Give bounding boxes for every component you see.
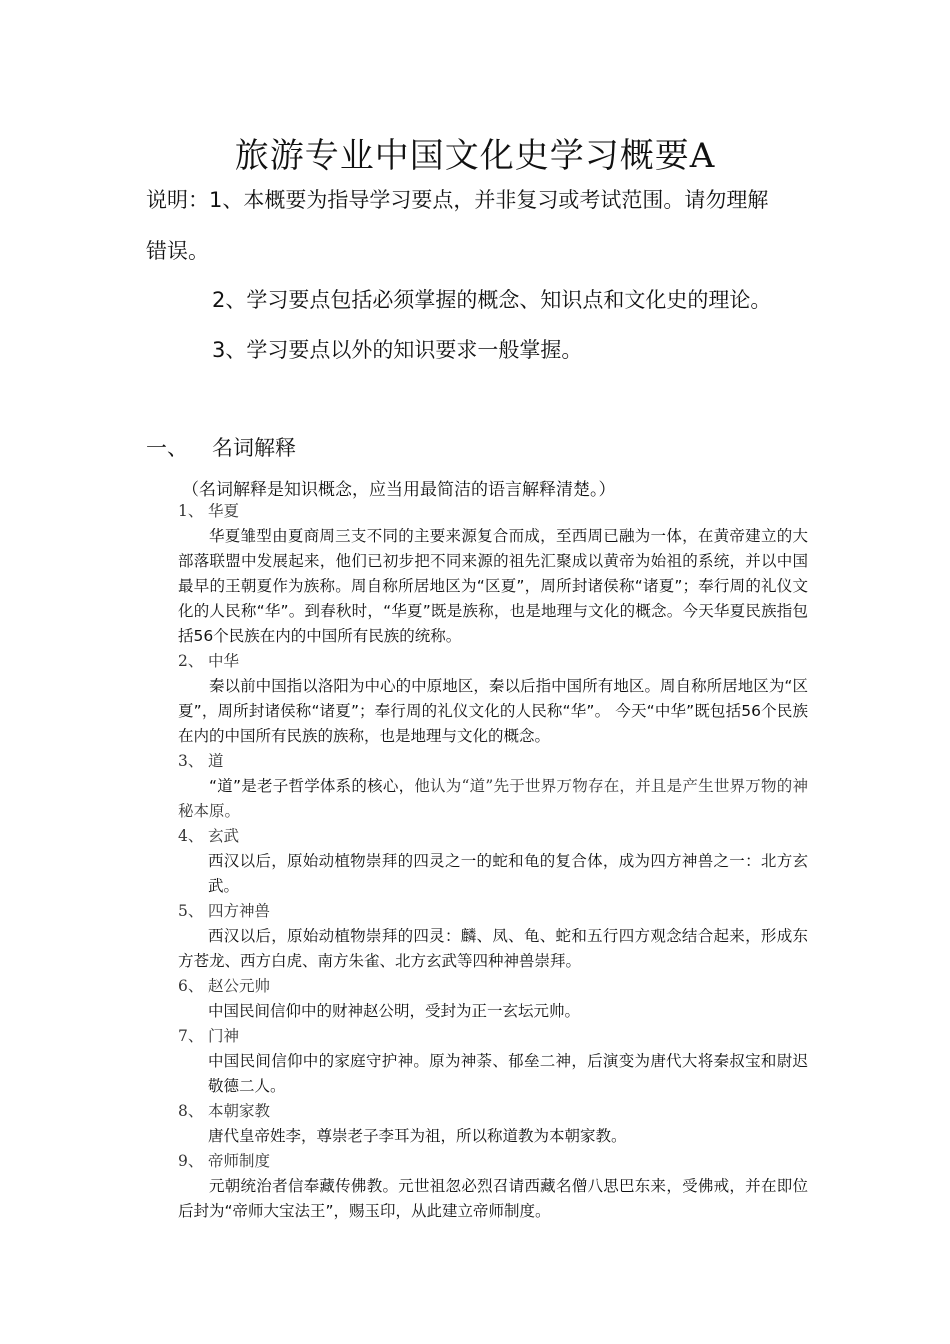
term-item: [178, 1149, 808, 1224]
term-heading: [178, 649, 808, 674]
term-name: 门神: [208, 1027, 240, 1045]
document-title: 旅游专业中国文化史学习概要A: [234, 136, 716, 176]
term-name: 四方神兽: [208, 902, 271, 920]
section-title: 名词解释: [212, 436, 296, 460]
term-index: 2、: [178, 652, 204, 670]
term-definition: 秦以前中国指以洛阳为中心的中原地区，秦以后指中国所有地区。周自称所居地区为“区夏”，周所封诸侯称“诸夏”；奉行周的礼仪文化的人民称“华”。 今天“中华”既包括56个民族在内的中国所有民族的族称，也是地理与文化的概念。: [178, 677, 808, 745]
term-item: [178, 1099, 808, 1149]
term-item: [178, 824, 808, 899]
term-name: 赵公元帅: [208, 977, 271, 995]
term-heading: [178, 1099, 808, 1124]
term-name: 玄武: [208, 827, 240, 845]
term-definition-part-a: “道”是老子哲学体系的核心，: [209, 777, 415, 795]
term-item: [178, 649, 808, 749]
term-index: 4、: [178, 827, 204, 845]
term-name: 道: [208, 752, 224, 770]
term-index: 5、: [178, 902, 204, 920]
term-name: 本朝家教: [208, 1102, 271, 1120]
term-heading: [178, 1149, 808, 1174]
term-heading: [178, 749, 808, 774]
term-name: 帝师制度: [208, 1152, 271, 1170]
term-definition: 中国民间信仰中的家庭守护神。原为神荼、郁垒二神，后演变为唐代大将秦叔宝和尉迟敬德二人。: [208, 1052, 808, 1095]
term-definition-part-b: 他认为“道”先于世界万物存在，并且是产生世界万物的神秘本原。: [178, 777, 808, 820]
term-list: [178, 499, 808, 1224]
section-note: （名词解释是知识概念，应当用最简洁的语言解释清楚。）: [182, 480, 616, 500]
section-number: 一、: [146, 436, 188, 460]
term-heading: [178, 824, 808, 849]
term-index: 7、: [178, 1027, 204, 1045]
term-definition: [178, 774, 808, 824]
term-heading: [178, 899, 808, 924]
term-item: [178, 1024, 808, 1099]
term-index: 3、: [178, 752, 204, 770]
intro-line-2: 2、学习要点包括必须掌握的概念、知识点和文化史的理论。: [212, 288, 772, 312]
term-name: 中华: [208, 652, 240, 670]
term-heading: [178, 1024, 808, 1049]
term-index: 1、: [178, 502, 204, 520]
intro-line-1: 说明：1、本概要为指导学习要点，并非复习或考试范围。请勿理解: [146, 188, 769, 212]
intro-line-1-continued: 错误。: [146, 239, 209, 263]
term-definition: 西汉以后，原始动植物崇拜的四灵：麟、凤、龟、蛇和五行四方观念结合起来，形成东方苍龙、西方白虎、南方朱雀、北方玄武等四种神兽崇拜。: [178, 927, 808, 970]
term-index: 8、: [178, 1102, 204, 1120]
intro-line-3: 3、学习要点以外的知识要求一般掌握。: [212, 338, 583, 362]
term-item: [178, 499, 808, 649]
term-item: [178, 899, 808, 974]
term-heading: [178, 499, 808, 524]
term-item: [178, 749, 808, 824]
term-definition: 元朝统治者信奉藏传佛教。元世祖忽必烈召请西藏名僧八思巴东来，受佛戒，并在即位后封为“帝师大宝法王”，赐玉印，从此建立帝师制度。: [178, 1177, 808, 1220]
term-definition: 中国民间信仰中的财神赵公明，受封为正一玄坛元帅。: [208, 1002, 581, 1020]
term-heading: [178, 974, 808, 999]
term-definition: 唐代皇帝姓李，尊崇老子李耳为祖，所以称道教为本朝家教。: [208, 1127, 627, 1145]
term-index: 6、: [178, 977, 204, 995]
section-heading: [146, 432, 296, 462]
term-index: 9、: [178, 1152, 204, 1170]
term-item: [178, 974, 808, 1024]
term-definition: 华夏雏型由夏商周三支不同的主要来源复合而成，至西周已融为一体，在黄帝建立的大部落联盟中发展起来，他们已初步把不同来源的祖先汇聚成以黄帝为始祖的系统，并以中国最早的王朝夏作为族称。周自称所居地区为“区夏”，周所封诸侯称“诸夏”；奉行周的礼仪文化的人民称“华”。到春秋时，“华夏”既是族称，也是地理与文化的概念。今天华夏民族指包括56个民族在内的中国所有民族的统称。: [178, 527, 808, 645]
term-definition: 西汉以后，原始动植物崇拜的四灵之一的蛇和龟的复合体，成为四方神兽之一：北方玄武。: [208, 852, 808, 895]
term-name: 华夏: [208, 502, 240, 520]
